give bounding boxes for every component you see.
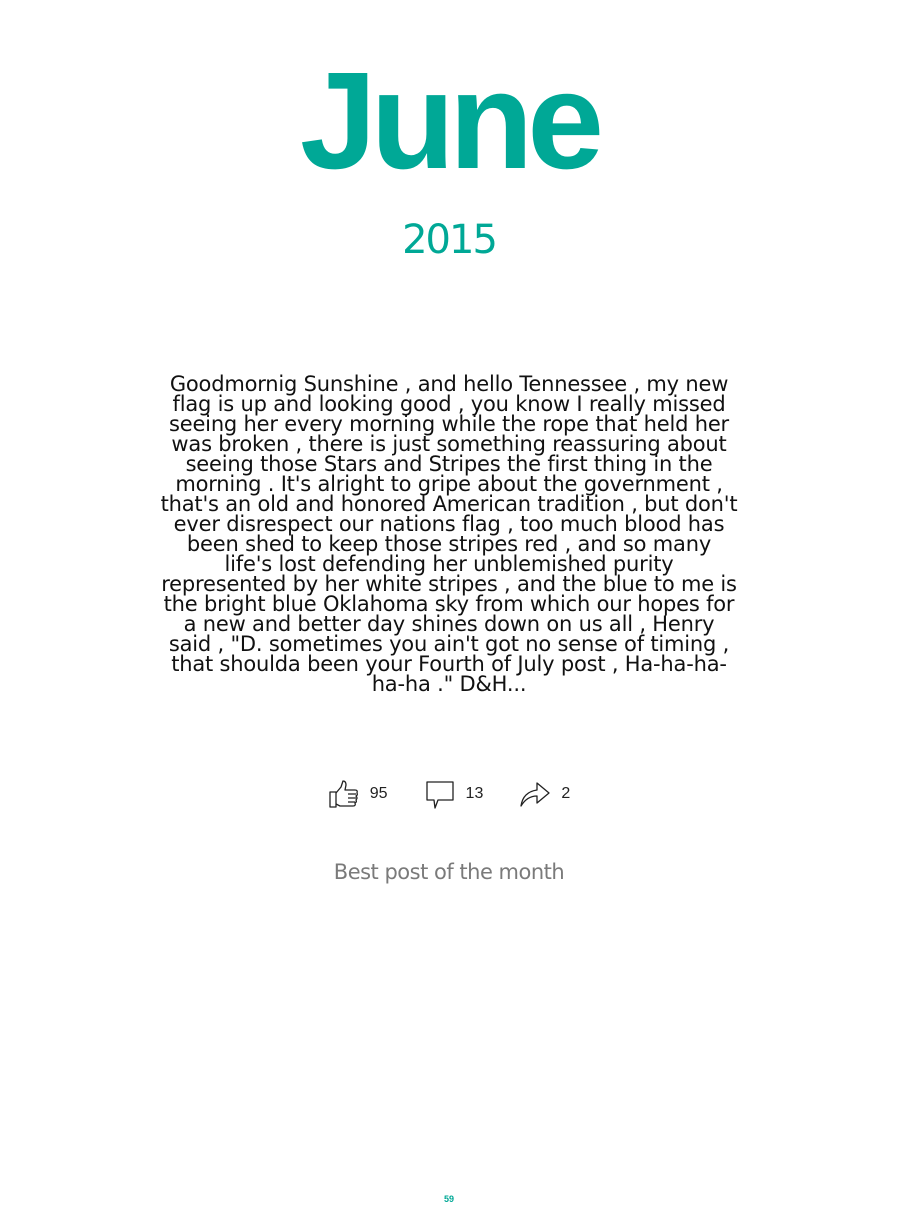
thumbs-up-icon — [328, 778, 360, 810]
page-number: 59 — [443, 1194, 454, 1204]
likes-stat — [328, 778, 388, 810]
stats-bar — [0, 778, 898, 810]
speech-bubble-icon — [424, 778, 456, 810]
share-arrow-icon — [519, 778, 551, 810]
shares-count: 2 — [561, 785, 571, 802]
comments-count: 13 — [465, 785, 484, 802]
year-subtitle: 2015 — [402, 217, 496, 263]
shares-stat — [519, 778, 570, 810]
post-text: Goodmornig Sunshine , and hello Tennessee , my new flag is up and looking good , you know I really missed seeing her every morning while the rope that held her was broken , there is just something reassuring about seeing those Stars and Stripes the first thing in the morning . It's alright to gripe about the government , that's an old and honored American tradition , but don't ever disrespect our nations flag , too much blood has been shed to keep those stripes red , and so many life's lost defending her unblemished purity represented by her white stripes , and the blue to me is the bright blue Oklahoma sky from which our hopes for a new and better day shines down on us all , Henry said , "D. sometimes you ain't got no sense of timing , that shoulda been your Fourth of July post , Ha-ha-ha-ha-ha ." D&H... — [160, 372, 738, 696]
comments-stat — [424, 778, 484, 810]
month-title: June — [299, 44, 599, 198]
likes-count: 95 — [369, 785, 388, 802]
caption: Best post of the month — [333, 860, 565, 884]
